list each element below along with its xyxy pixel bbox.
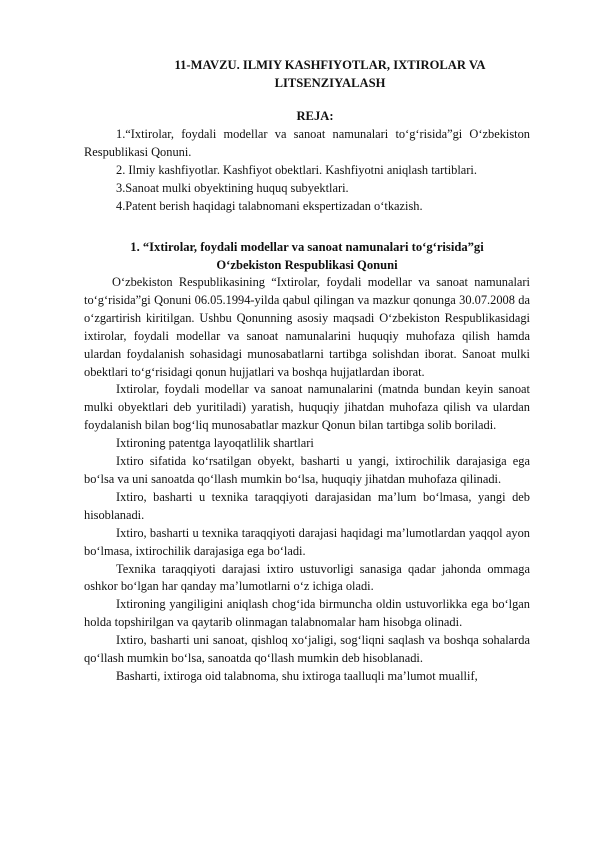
section-body	[84, 274, 530, 686]
section-heading	[84, 238, 530, 274]
title-line-2: LITSENZIYALASH	[274, 76, 386, 90]
title-line-1: 11-MAVZU. ILMIY KASHFIYOTLAR, IXTIROLAR VA	[174, 58, 486, 72]
plan-item: 3.Sanoat mulki obyektining huquq subyektlari.	[116, 181, 349, 195]
plan-item: 4.Patent berish haqidagi talabnomani ekspertizadan o‘tkazish.	[116, 199, 423, 213]
body-paragraph: O‘zbekiston Respublikasining “Ixtirolar, foydali modellar va sanoat namunalari to‘g‘risida”gi Qonuni 06.05.1994-yilda qabul qilingan va mazkur qonunga 30.07.2008 da o‘zgartirish kiritilgan. Ushbu Qonunning asosiy maqsadi O‘zbekiston Respublikasidagi ixtirolar, foydali modellar va sanoat namunalarini huquqiy muhofaza qilish hamda ulardan foydalanish sohasidagi munosabatlarni tartibga solishdan iborat. Sanoat mulki obektlari to‘g‘risidagi qonun hujjatlari va boshqa hujjatlardan iborat.	[84, 275, 530, 379]
body-paragraph: Ixtironing patentga layoqatlilik shartlari	[116, 436, 314, 451]
body-paragraph: Ixtiro, basharti u texnika taraqqiyoti darajasidan ma’lum bo‘lmasa, yangi deb hisoblanadi.	[84, 489, 530, 522]
body-paragraph: Ixtiro sifatida ko‘rsatilgan obyekt, basharti u yangi, ixtirochilik darajasiga ega bo‘lsa va uni sanoatda qo‘llash mumkin bo‘lsa, huquqiy jihatdan muhofaza qilinadi.	[84, 454, 530, 486]
section-heading-line-1: 1. “Ixtirolar, foydali modellar va sanoat namunalari to‘g‘risida”gi	[130, 240, 484, 254]
plan-heading: REJA:	[296, 109, 334, 123]
body-paragraph: Texnika taraqqiyoti darajasi ixtiro ustuvorligi sanasiga qadar jahonda ommaga oshkor bo‘lgan har qanday ma’lumotlarni o‘z ichiga oladi.	[84, 561, 530, 594]
body-paragraph: Ixtiro, basharti u texnika taraqqiyoti darajasi haqidagi ma’lumotlardan yaqqol ayon bo‘lmasa, ixtirochilik darajasiga ega bo‘ladi.	[84, 525, 530, 558]
body-paragraph: Ixtironing yangiligini aniqlash chog‘ida birmuncha oldin ustuvorlikka ega bo‘lgan holda topshirilgan va qaytarib olinmagan talabnomalar ham hisobga olinadi.	[84, 597, 530, 630]
section-heading-line-2: O‘zbekiston Respublikasi Qonuni	[216, 258, 398, 272]
plan-item: 1.“Ixtirolar, foydali modellar va sanoat namunalari to‘g‘risida”gi O‘zbekiston Respublikasi Qonuni.	[84, 127, 530, 159]
document-title	[120, 56, 540, 92]
body-paragraph: Ixtiro, basharti uni sanoat, qishloq xo‘jaligi, sog‘liqni saqlash va boshqa sohalarda qo‘llash mumkin bo‘lsa, sanoatda qo‘llash mumkin deb hisoblanadi.	[84, 633, 530, 666]
plan-item: 2. Ilmiy kashfiyotlar. Kashfiyot obektlari. Kashfiyotni aniqlash tartiblari.	[116, 163, 477, 177]
plan-list	[84, 125, 530, 215]
body-paragraph: Ixtirolar, foydali modellar va sanoat namunalarini (matnda bundan keyin sanoat mulki obyektlari deb yuritiladi) yaratish, huquqiy jihatdan muhofaza qilish va ulardan foydalanish bilan bog‘liq munosabatlar mazkur Qonun bilan tartibga solib boriladi.	[84, 382, 530, 433]
body-paragraph: Basharti, ixtiroga oid talabnoma, shu ixtiroga taalluqli ma’lumot muallif,	[116, 668, 478, 683]
